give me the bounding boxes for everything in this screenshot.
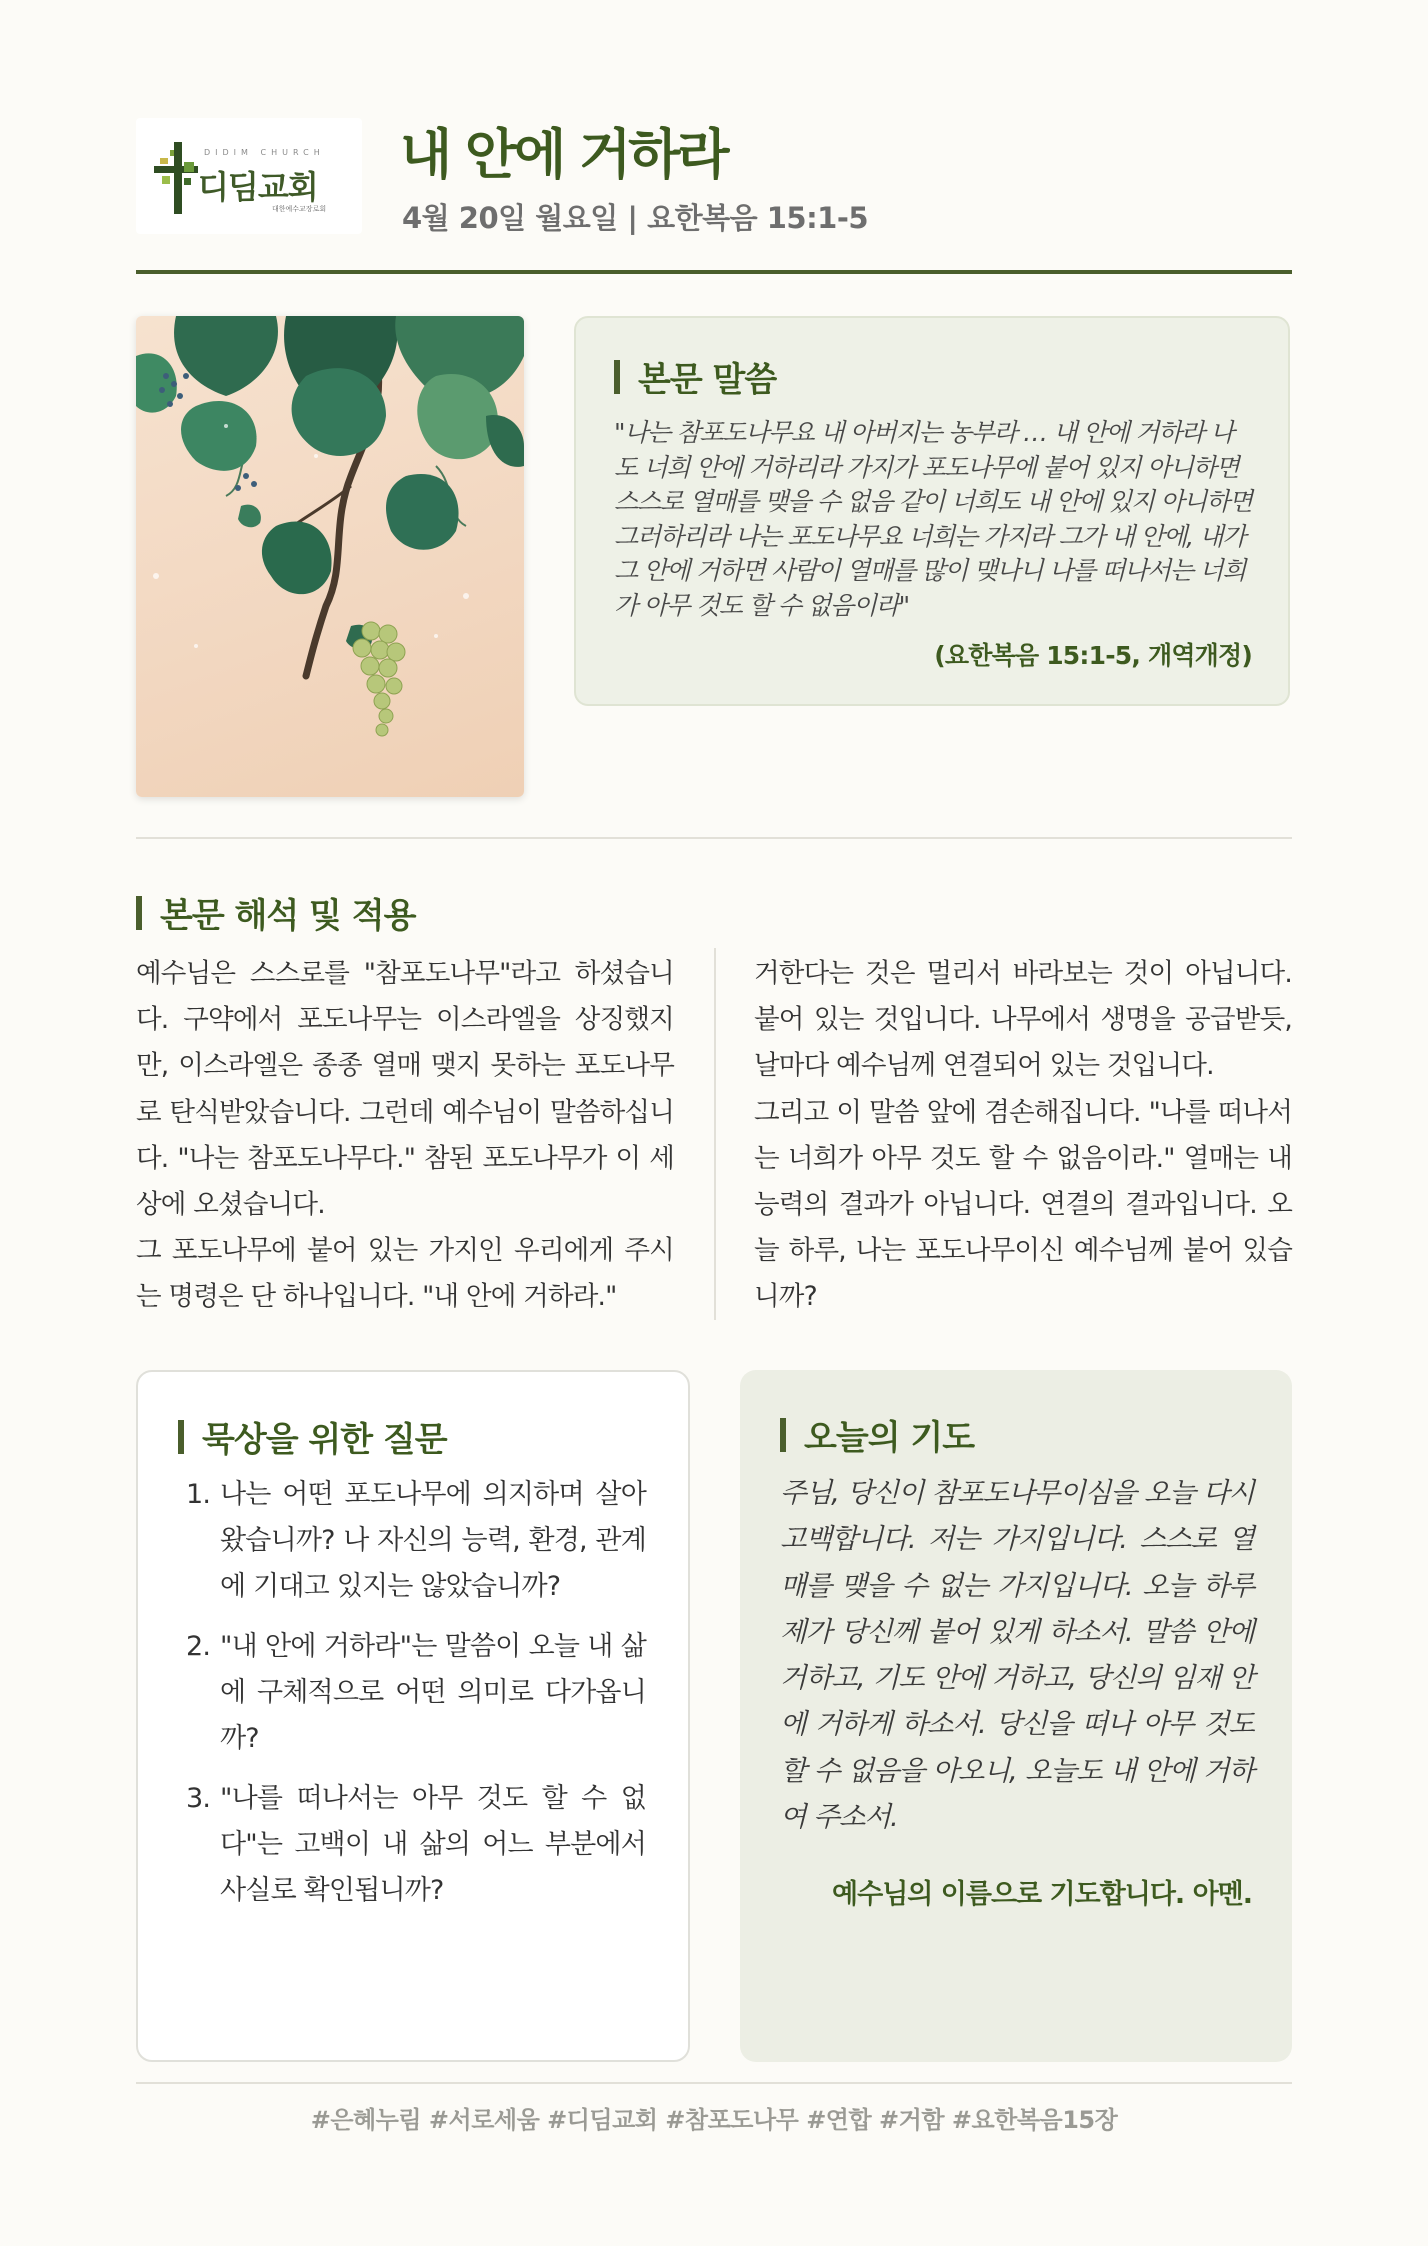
question-item xyxy=(186,1472,646,1610)
hashtags: #은혜누림 #서로세움 #디딤교회 #참포도나무 #연합 #거함 #요한복음15장 xyxy=(310,2106,1118,2134)
question-text: "나를 떠나서는 아무 것도 할 수 없다"는 고백이 내 삶의 어느 부분에서 사실로 확인됩니까? xyxy=(220,1783,646,1906)
question-number: 2. xyxy=(186,1631,211,1662)
heading-accent-bar xyxy=(178,1420,184,1454)
question-text: "내 안에 거하라"는 말씀이 오늘 내 삶에 구체적으로 어떤 의미로 다가옵니까? xyxy=(220,1631,646,1754)
column-divider xyxy=(714,948,716,1320)
grapevine-illustration xyxy=(136,316,524,797)
scripture-reference: (요한복음 15:1-5, 개역개정) xyxy=(934,641,1252,670)
question-number: 3. xyxy=(186,1783,211,1814)
section-divider xyxy=(136,837,1292,839)
interpretation-paragraph: 그리고 이 말씀 앞에 겸손해집니다. "나를 떠나서는 너희가 아무 것도 할 수 없음이라." 열매는 내 능력의 결과가 아닙니다. 연결의 결과입니다. 오늘 하루, 나는 포도나무이신 예수님께 붙어 있습니까? xyxy=(754,1096,1292,1313)
interpretation-right-column xyxy=(754,951,1292,1321)
scripture-text: "나는 참포도나무요 내 아버지는 농부라 … 내 안에 거하라 나도 너희 안에 거하리라 가지가 포도나무에 붙어 있지 아니하면 스스로 열매를 맺을 수 없음 같이 너희도 내 안에 있지 아니하면 그러하리라 나는 포도나무요 너희는 가지라 그가 내 안에, 내가 그 안에 거하면 사람이 열매를 많이 맺나니 나를 떠나서는 너희가 아무 것도 할 수 없음이라" xyxy=(614,418,1252,620)
logo-english-name: DIDIM CHURCH xyxy=(204,148,325,157)
interpretation-left-column xyxy=(136,951,674,1321)
interpretation-paragraph: 예수님은 스스로를 "참포도나무"라고 하셨습니다. 구약에서 포도나무는 이스라엘을 상징했지만, 이스라엘은 종종 열매 맺지 못하는 포도나무로 탄식받았습니다. 그런데 예수님이 말씀하십니다. "나는 참포도나무다." 참된 포도나무가 이 세상에 오셨습니다. xyxy=(136,958,674,1221)
questions-heading-label: 묵상을 위한 질문 xyxy=(202,1420,447,1460)
scripture-card xyxy=(574,316,1290,706)
interpretation-paragraph: 그 포도나무에 붙어 있는 가지인 우리에게 주시는 명령은 단 하나입니다. "내 안에 거하라." xyxy=(136,1235,674,1313)
heading-accent-bar xyxy=(780,1418,786,1452)
scripture-heading xyxy=(614,352,776,401)
logo-subtitle: 대한예수교장로회 xyxy=(272,205,327,213)
prayer-heading xyxy=(780,1410,974,1459)
page-title: 내 안에 거하라 xyxy=(400,123,727,186)
interpretation-paragraph: 거한다는 것은 멀리서 바라보는 것이 아닙니다. 붙어 있는 것입니다. 나무에서 생명을 공급받듯, 날마다 예수님께 연결되어 있는 것입니다. xyxy=(754,958,1292,1082)
questions-heading xyxy=(178,1412,447,1461)
church-logo xyxy=(136,118,362,234)
question-number: 1. xyxy=(186,1479,211,1510)
question-text: 나는 어떤 포도나무에 의지하며 살아왔습니까? 나 자신의 능력, 환경, 관계에 기대고 있지는 않았습니까? xyxy=(220,1479,646,1602)
footer-divider xyxy=(136,2082,1292,2084)
prayer-card xyxy=(740,1370,1292,2062)
header-divider xyxy=(136,270,1292,274)
prayer-text: 주님, 당신이 참포도나무이심을 오늘 다시 고백합니다. 저는 가지입니다. 스스로 열매를 맺을 수 없는 가지입니다. 오늘 하루 제가 당신께 붙어 있게 하소서. 말씀 안에 거하고, 기도 안에 거하고, 당신의 임재 안에 거하게 하소서. 당신을 떠나 아무 것도 할 수 없음을 아오니, 오늘도 내 안에 거하여 주소서. xyxy=(780,1477,1254,1834)
prayer-heading-label: 오늘의 기도 xyxy=(804,1418,975,1458)
questions-list xyxy=(186,1472,646,1928)
interpretation-heading-label: 본문 해석 및 적용 xyxy=(160,896,416,936)
prayer-closing: 예수님의 이름으로 기도합니다. 아멘. xyxy=(832,1879,1252,1910)
meditation-questions-card xyxy=(136,1370,690,2062)
question-item xyxy=(186,1624,646,1762)
logo-korean-name: 디딤교회 xyxy=(198,168,318,206)
heading-accent-bar xyxy=(136,896,142,930)
question-item xyxy=(186,1776,646,1914)
heading-accent-bar xyxy=(614,360,620,394)
page-subtitle: 4월 20일 월요일 | 요한복음 15:1-5 xyxy=(402,201,869,235)
interpretation-heading xyxy=(136,888,415,937)
scripture-heading-label: 본문 말씀 xyxy=(638,360,777,400)
